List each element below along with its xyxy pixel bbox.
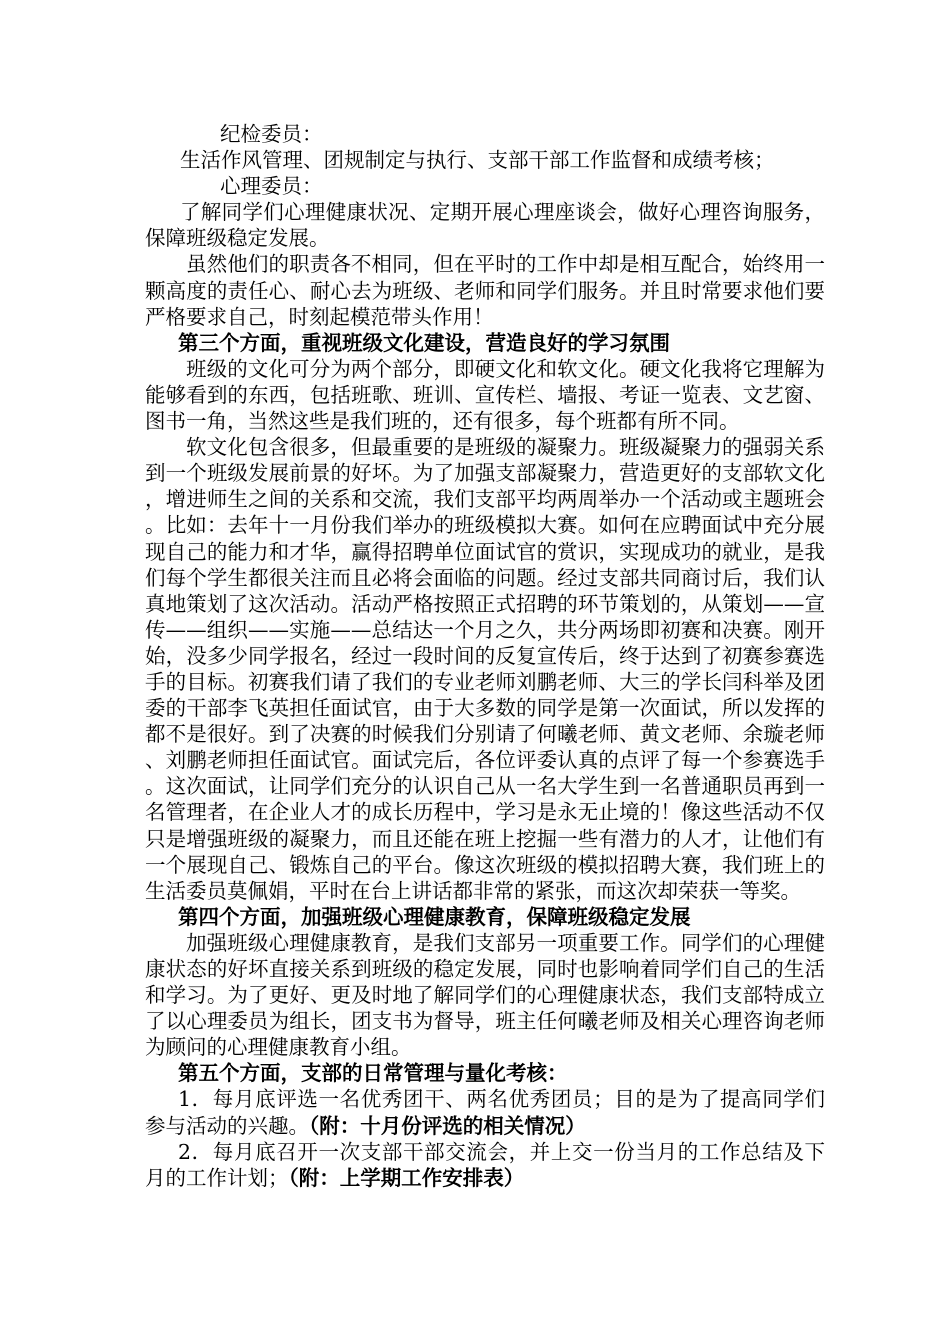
paragraph-mental-health: 加强班级心理健康教育，是我们支部另一项重要工作。同学们的心理健康状态的好坏直接关系到班级的稳定发展，同时也影响着同学们自己的生活和学习。为了更好、更及时地了解同学们的心理健康状态，我们支部特成立了以心理委员为组长，团支书为督导，班主任何曦老师及相关心理咨询老师为顾问的心理健康教育小组。 [145,930,825,1060]
role-title-discipline: 纪检委员： [220,122,323,146]
section-heading-5: 第五个方面，支部的日常管理与量化考核： [178,1061,568,1086]
document-body [145,121,825,1191]
list-item-1 [145,1086,825,1138]
section-heading-3: 第三个方面，重视班级文化建设，营造良好的学习氛围 [178,330,670,355]
section-heading-4: 第四个方面，加强班级心理健康教育，保障班级稳定发展 [178,904,691,929]
role-description-discipline: 生活作风管理、团规制定与执行、支部干部工作监督和成绩考核； [180,148,775,173]
list-item-2-attachment: （附：上学期工作安排表） [288,1165,525,1190]
paragraph-soft-culture: 软文化包含很多，但最重要的是班级的凝聚力。班级凝聚力的强弱关系到一个班级发展前景的好坏。为了加强支部凝聚力，营造更好的支部软文化，增进师生之间的关系和交流，我们支部平均两周举办一个活动或主题班会。比如：去年十一月份我们举办的班级模拟大赛。如何在应聘面试中充分展现自己的能力和才华，赢得招聘单位面试官的赏识，实现成功的就业，是我们每个学生都很关注而且必将会面临的问题。经过支部共同商讨后，我们认真地策划了这次活动。活动严格按照正式招聘的环节策划的，从策划——宣传——组织——实施——总结达一个月之久，共分两场即初赛和决赛。刚开始，没多少同学报名，经过一段时间的反复宣传后，终于达到了初赛参赛选手的目标。初赛我们请了我们的专业老师刘鹏老师、大三的学长闫科举及团委的干部李飞英担任面试官，由于大多数的同学是第一次面试，所以发挥的都不是很好。到了决赛的时候我们分别请了何曦老师、黄文老师、余璇老师、刘鹏老师担任面试官。面试完后，各位评委认真的点评了每一个参赛选手。这次面试，让同学们充分的认识自己从一名大学生到一名普通职员再到一名管理者，在企业人才的成长历程中，学习是永无止境的！像这些活动不仅只是增强班级的凝聚力，而且还能在班上挖掘一些有潜力的人才，让他们有一个展现自己、锻炼自己的平台。像这次班级的模拟招聘大赛，我们班上的生活委员莫佩娟，平时在台上讲话都非常的紧张，而这次却荣获一等奖。 [145,435,825,903]
list-item-1-text: 1．每月底评选一名优秀团干、两名优秀团员；目的是为了提高同学们参与活动的兴趣。 [145,1087,825,1138]
role-title-psychology: 心理委员： [220,174,323,199]
list-item-2 [145,1139,825,1191]
paragraph-hard-culture: 班级的文化可分为两个部分，即硬文化和软文化。硬文化我将它理解为能够看到的东西，包括班歌、班训、宣传栏、墙报、考证一览表、文艺窗、图书一角，当然这些是我们班的，还有很多，每个班都有所不同。 [145,356,825,434]
list-item-1-attachment: （附：十月份评选的相关情况） [309,1113,586,1138]
paragraph-responsibilities: 虽然他们的职责各不相同，但在平时的工作中却是相互配合，始终用一颗高度的责任心、耐心去为班级、老师和同学们服务。并且时常要求他们要严格要求自己，时刻起模范带头作用！ [145,252,825,329]
role-description-psychology: 了解同学们心理健康状况、定期开展心理座谈会，做好心理咨询服务，保障班级稳定发展。 [145,200,825,251]
list-item-2-text: 2．每月底召开一次支部干部交流会，并上交一份当月的工作总结及下月的工作计划； [145,1139,825,1190]
